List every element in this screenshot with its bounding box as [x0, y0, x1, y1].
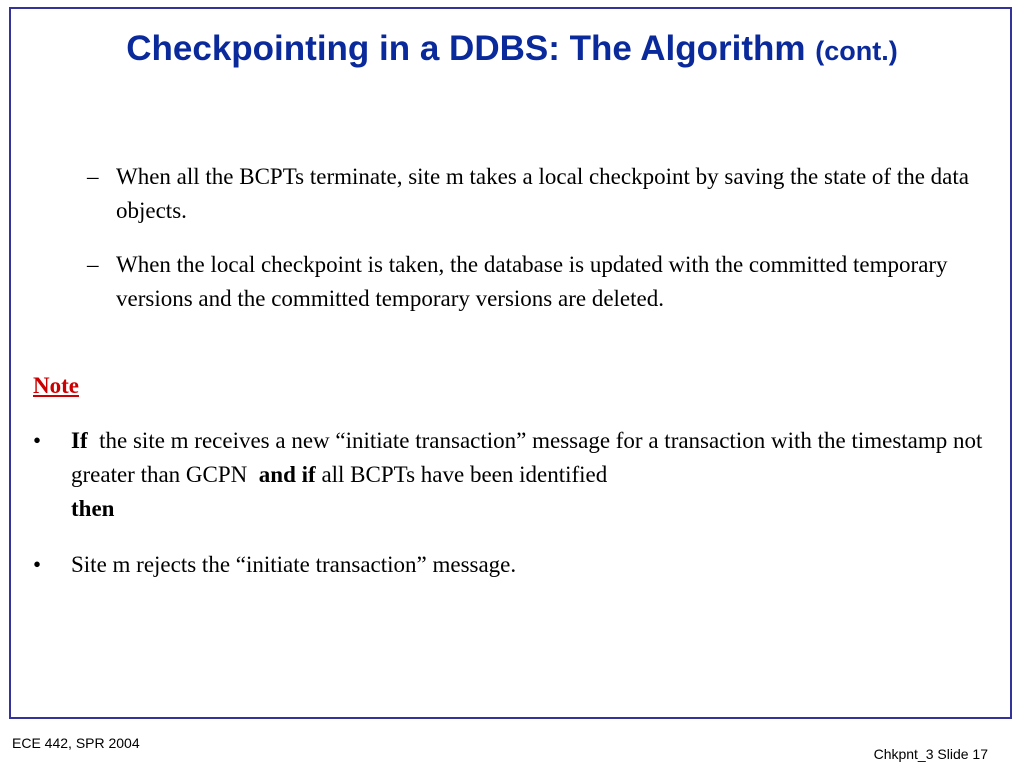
bullet-marker: • — [33, 428, 42, 453]
dash-marker: – — [87, 164, 99, 189]
slide-frame — [9, 7, 1012, 719]
sub-item-1 — [87, 160, 992, 228]
note-label: Note — [33, 373, 79, 398]
keyword-if: If — [71, 428, 88, 453]
sub-item-2-text: When the local checkpoint is taken, the database is updated with the committed temporary versions and the committed temporary versions are deleted. — [116, 252, 948, 311]
bullet-item-1-text-a: the site m receives a new “initiate transaction” message for a transaction with the timestamp not greater than GCPN — [71, 428, 983, 487]
footer-slide-number: Chkpnt_3 Slide 17 — [873, 746, 988, 762]
sub-item-2 — [87, 248, 992, 316]
keyword-and-if: and if — [258, 462, 316, 487]
sub-item-1-text: When all the BCPTs terminate, site m takes a local checkpoint by saving the state of the data objects. — [116, 164, 969, 223]
bullet-item-1-text — [33, 424, 993, 526]
bullet-item-1 — [33, 424, 993, 526]
dash-marker: – — [87, 252, 99, 277]
bullet-marker: • — [33, 552, 42, 577]
slide-title-suffix: (cont.) — [815, 36, 898, 66]
bullet-item-2-text: Site m rejects the “initiate transaction” message. — [71, 552, 517, 577]
slide-title — [0, 29, 1024, 71]
bullet-item-1-text-b: all BCPTs have been identified — [321, 462, 608, 487]
keyword-then: then — [71, 496, 115, 521]
bullet-item-2 — [33, 548, 993, 582]
slide-title-main: Checkpointing in a DDBS: The Algorithm — [126, 29, 806, 68]
footer-course: ECE 442, SPR 2004 — [12, 735, 140, 751]
